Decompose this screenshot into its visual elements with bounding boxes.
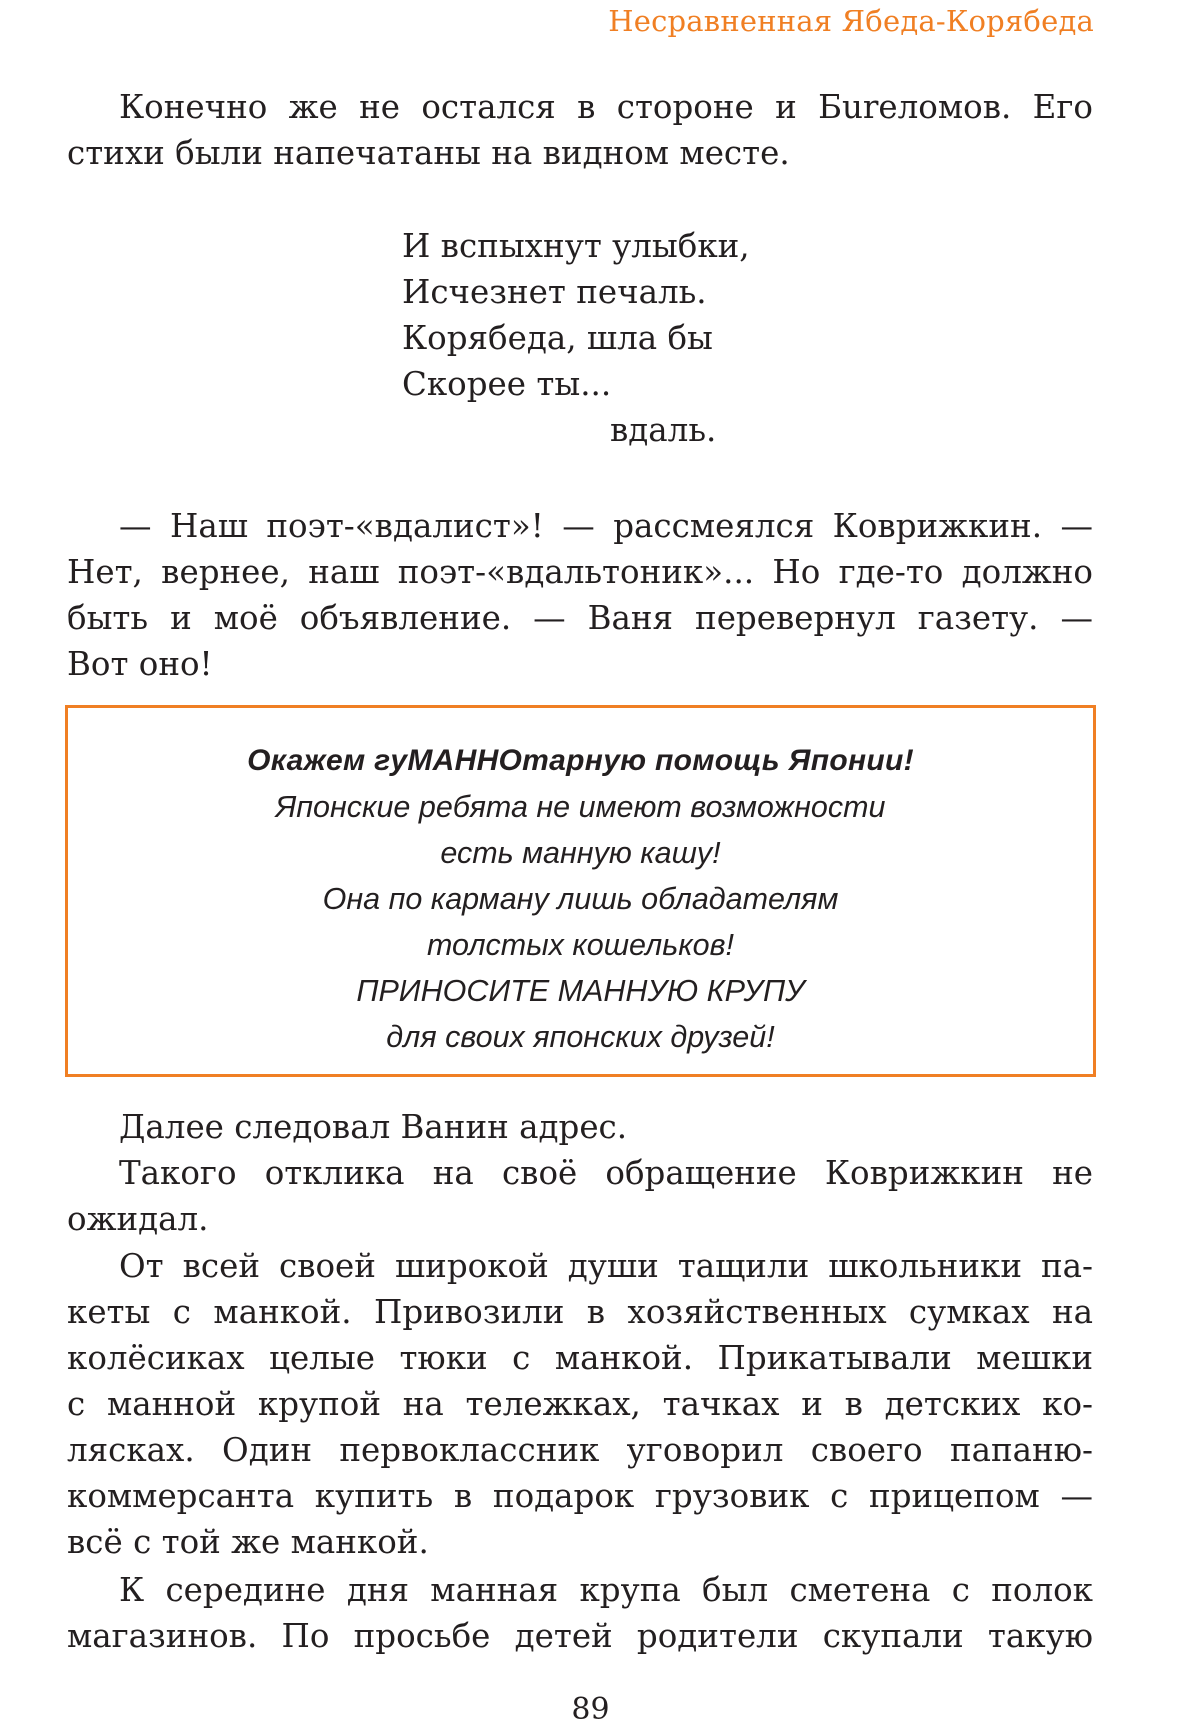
announcement-content: [68, 738, 1093, 1060]
paragraph-4: [67, 1150, 1093, 1242]
announcement-line: ПРИНОСИТЕ МАННУЮ КРУПУ: [356, 974, 805, 1008]
paragraph-line: лясках. Один первоклассник уговорил своего папаню-: [67, 1431, 1093, 1469]
page-number: 89: [571, 1692, 610, 1727]
paragraph-1: [67, 84, 1093, 176]
paragraph-2: [67, 503, 1093, 687]
announcement-line: для своих японских друзей!: [386, 1020, 775, 1054]
paragraph-line: магазинов. По просьбе детей родители скупали такую: [67, 1617, 1093, 1655]
paragraph-line: с манной крупой на тележках, тачках и в детских ко-: [67, 1385, 1093, 1423]
paragraph-line: быть и моё объявление. — Ваня перевернул газету. —: [67, 599, 1093, 637]
poem-line: вдаль.: [610, 411, 717, 449]
announcement-line: Она по карману лишь обладателям: [322, 882, 839, 916]
paragraph-line: стихи были напечатаны на видном месте.: [67, 134, 790, 172]
paragraph-line: коммерсанта купить в подарок грузовик с прицепом —: [67, 1477, 1093, 1515]
paragraph-line: От всей своей широкой души тащили школьники па-: [119, 1247, 1093, 1285]
announcement-line: толстых кошельков!: [426, 928, 734, 962]
paragraph-line: Вот оно!: [67, 645, 213, 683]
announcement-box: [65, 705, 1096, 1077]
paragraph-line: Далее следовал Ванин адрес.: [119, 1108, 628, 1146]
paragraph-line: К середине дня манная крупа был сметена с полок: [119, 1571, 1093, 1609]
paragraph-3: [67, 1104, 1093, 1150]
announcement-line: Японские ребята не имеют возможности: [275, 790, 886, 824]
poem: [402, 223, 750, 453]
poem-line: Скорее ты...: [402, 365, 612, 403]
paragraph-line: всё с той же манкой.: [67, 1523, 429, 1561]
poem-line: И вспыхнут улыбки,: [402, 227, 750, 265]
poem-line: Исчезнет печаль.: [402, 273, 707, 311]
paragraph-line: Нет, вернее, наш поэт-«вдальтоник»... Но где-то должно: [67, 553, 1093, 591]
paragraph-5: [67, 1243, 1093, 1565]
announcement-title: Окажем гуМАННОтарную помощь Японии!: [247, 744, 914, 777]
paragraph-line: Такого отклика на своё обращение Коврижкин не: [119, 1154, 1093, 1192]
paragraph-line: Конечно же не остался в стороне и Бureломов. Его: [119, 88, 1093, 126]
paragraph-line: колёсиках целые тюки с манкой. Прикатывали мешки: [67, 1339, 1093, 1377]
running-header: Несравненная Ябеда-Корябеда: [608, 4, 1094, 38]
poem-line: Корябеда, шла бы: [402, 319, 713, 357]
paragraph-line: кеты с манкой. Привозили в хозяйственных сумках на: [67, 1293, 1093, 1331]
paragraph-line: — Наш поэт-«вдалист»! — рассмеялся Коврижкин. —: [119, 507, 1093, 545]
paragraph-line: ожидал.: [67, 1200, 209, 1238]
announcement-line: есть манную кашу!: [440, 836, 721, 870]
paragraph-6: [67, 1567, 1093, 1659]
